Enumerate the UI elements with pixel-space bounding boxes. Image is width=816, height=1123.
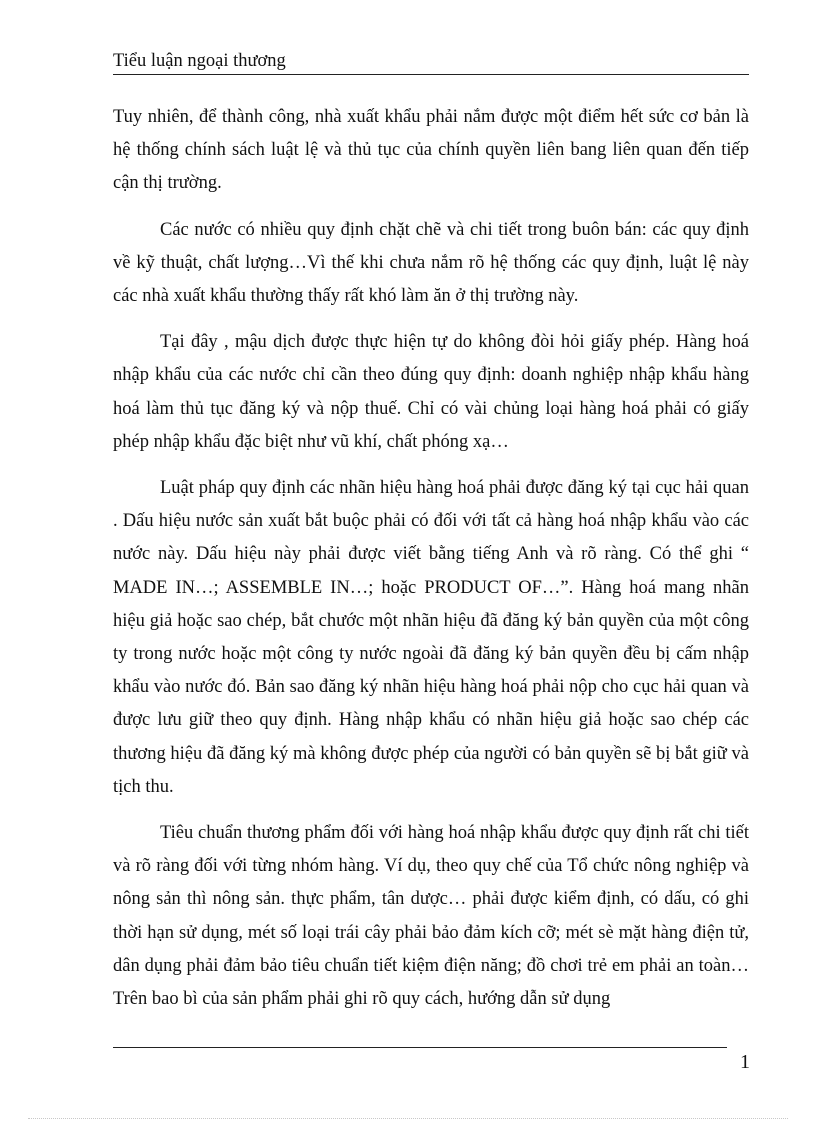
- paragraph-4: Luật pháp quy định các nhãn hiệu hàng hoá phải được đăng ký tại cục hải quan . Dấu hiệu nước sản xuất bắt buộc phải có đối với tất cả hàng hoá nhập khẩu vào các nước này. Dấu hiệu này phải được viết bằng tiếng Anh và rõ ràng. Có thể ghi “ MADE IN…; ASSEMBLE IN…; hoặc PRODUCT OF…”. Hàng hoá mang nhãn hiệu giả hoặc sao chép, bắt chước một nhãn hiệu đã đăng ký bản quyền của một công ty trong nước hoặc một công ty nước ngoài đã đăng ký bản quyền đều bị cấm nhập khẩu vào nước đó. Bản sao đăng ký nhãn hiệu hàng hoá phải nộp cho cục hải quan và được lưu giữ theo quy định. Hàng nhập khẩu có nhãn hiệu giả hoặc sao chép các thương hiệu đã đăng ký mà không được phép của người có bản quyền sẽ bị bắt giữ và tịch thu.: [113, 478, 749, 797]
- footer-divider: [113, 1047, 727, 1048]
- page-number: 1: [740, 1051, 750, 1073]
- paragraph-3: Tại đây , mậu dịch được thực hiện tự do không đòi hỏi giấy phép. Hàng hoá nhập khẩu của các nước chỉ cần theo đúng quy định: doanh nghiệp nhập khẩu hàng hoá làm thủ tục đăng ký và nộp thuế. Chỉ có vài chủng loại hàng hoá phải có giấy phép nhập khẩu đặc biệt như vũ khí, chất phóng xạ…: [113, 332, 749, 452]
- paragraph-2: Các nước có nhiều quy định chặt chẽ và chi tiết trong buôn bán: các quy định về kỹ thuật, chất lượng…Vì thế khi chưa nắm rõ hệ thống các quy định, luật lệ này các nhà xuất khẩu thường thấy rất khó làm ăn ở thị trường này.: [113, 219, 749, 307]
- paragraph-5: Tiêu chuẩn thương phẩm đối với hàng hoá nhập khẩu được quy định rất chi tiết và rõ ràng đối với từng nhóm hàng. Ví dụ, theo quy chế của Tổ chức nông nghiệp và nông sản thì nông sản. thực phẩm, tân dược… phải được kiểm định, có dấu, có ghi thời hạn sử dụng, mét số loại trái cây phải bảo đảm kích cỡ; mét sè mặt hàng điện tử, dân dụng phải đảm bảo tiêu chuẩn tiết kiệm điện năng; đồ chơi trẻ em phải an toàn… Trên bao bì của sản phẩm phải ghi rõ quy cách, hướng dẫn sử dụng: [113, 823, 749, 1010]
- paragraph-1: Tuy nhiên, để thành công, nhà xuất khẩu phải nắm được một điểm hết sức cơ bản là hệ thống chính sách luật lệ và thủ tục của chính quyền liên bang liên quan đến tiếp cận thị trường.: [113, 107, 749, 194]
- page-header: [113, 48, 749, 75]
- header-title: Tiểu luận ngoại thương: [113, 51, 286, 71]
- document-body: [113, 101, 749, 1029]
- page-edge-divider: [28, 1118, 788, 1119]
